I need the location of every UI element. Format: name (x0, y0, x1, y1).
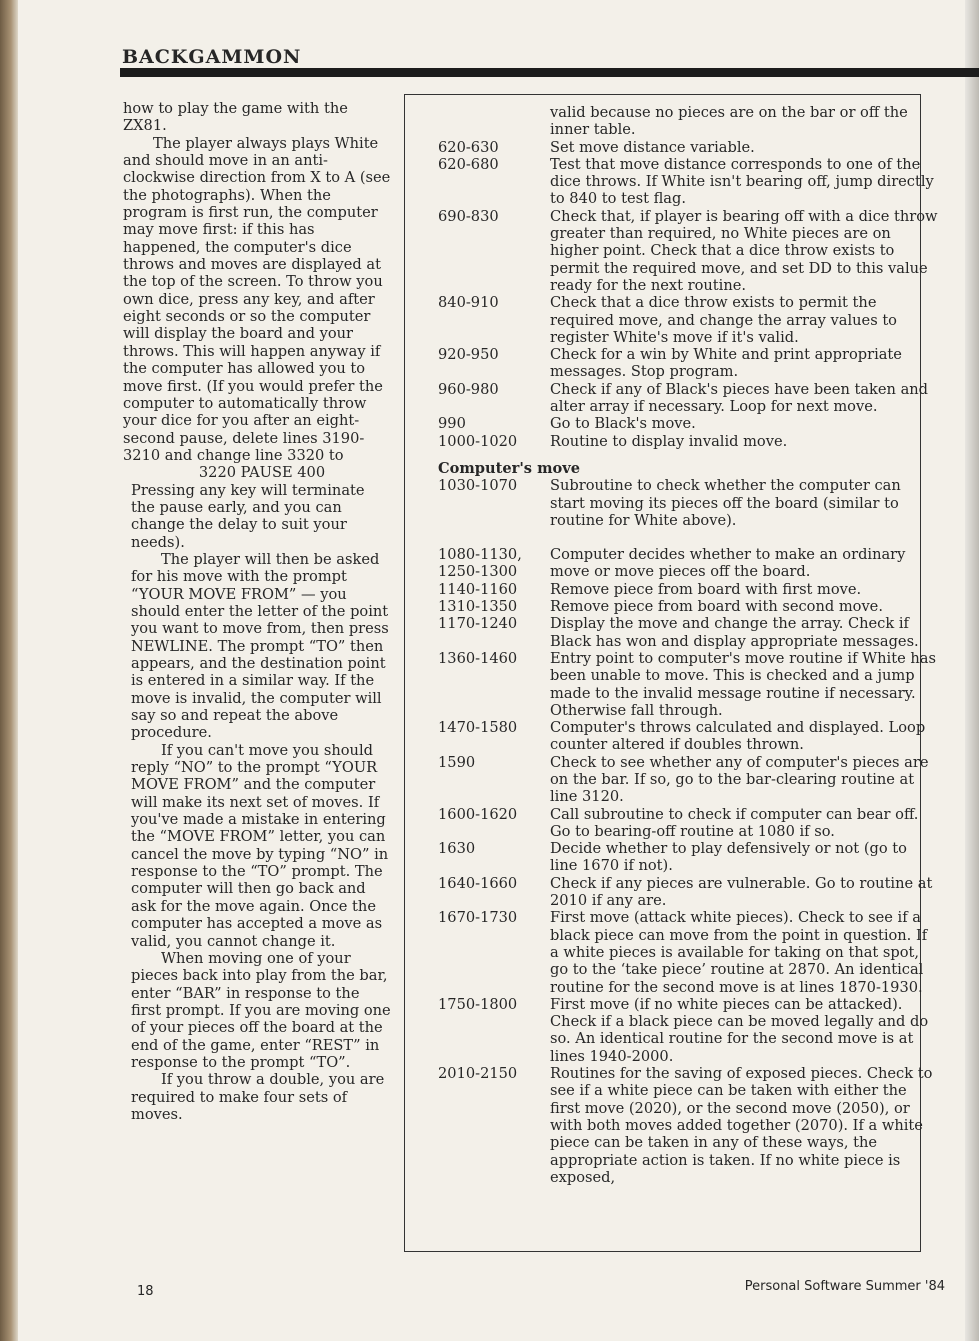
table-row (438, 156, 938, 208)
table-row (438, 1065, 938, 1186)
header-rule (120, 68, 979, 77)
line-range: 840-910 (438, 294, 499, 312)
table-row (438, 806, 938, 841)
line-range: 920-950 (438, 346, 499, 364)
paragraph: The player always plays White and should move in an anti-clockwise direction from X to A (see the photographs). When the program is first run, the computer may move first: if this has happened, the computer's dice throws and moves are displayed at the top of the screen. To throw you own dice, press any key, and after eight seconds or so the computer will display the board and your throws. This will happen anyway if the computer has allowed you to move first. (If you would prefer the computer to automatically throw your dice for you after an eight-second pause, delete lines 3190-3210 and change line 3320 to (123, 134, 391, 464)
line-range: 960-980 (438, 380, 499, 398)
line-range: 1080-1130, 1250-1300 (438, 546, 522, 581)
article-title: BACKGAMMON (122, 46, 302, 68)
magazine-footer: Personal Software Summer '84 (744, 1279, 945, 1294)
paragraph: Pressing any key will terminate the pause early, and you can change the delay to suit your needs). (131, 481, 365, 551)
routine-description: Display the move and change the array. Check if Black has won and display appropriate messages. (550, 615, 919, 650)
line-range: 1000-1020 (438, 432, 518, 450)
table-row (438, 754, 938, 806)
line-range: 1600-1620 (438, 805, 518, 823)
table-row (438, 598, 938, 615)
table-row (438, 875, 938, 910)
routine-description: Entry point to computer's move routine if White has been unable to move. This is checked and a jump made to the invalid message routine if necessary. Otherwise fall through. (550, 649, 936, 719)
paragraph: The player will then be asked for his move with the prompt “YOUR MOVE FROM” — you should enter the letter of the point you want to move from, then press NEWLINE. The prompt “TO” then appears, and the destination point is entered in a similar way. If the move is invalid, the computer will say so and repeat the above procedure. (131, 550, 389, 742)
line-range: 1750-1800 (438, 995, 518, 1013)
line-range: 1170-1240 (438, 615, 518, 633)
table-row (438, 294, 938, 346)
routine-description: Computer's throws calculated and displayed. Loop counter altered if doubles thrown. (550, 719, 926, 754)
routine-description: Remove piece from board with first move. (550, 580, 862, 598)
routine-description: Set move distance variable. (550, 138, 755, 156)
line-range: 990 (438, 415, 466, 433)
table-row (438, 581, 938, 598)
line-range: 2010-2150 (438, 1065, 518, 1083)
line-range: 1590 (438, 753, 476, 771)
routine-description: valid because no pieces are on the bar or off the inner table. (550, 104, 908, 139)
line-range: 1470-1580 (438, 719, 518, 737)
line-range: 1030-1070 (438, 477, 518, 495)
table-row (438, 840, 938, 875)
code-line: 3220 PAUSE 400 (198, 464, 326, 482)
white-move-rows (438, 104, 938, 450)
table-row (438, 650, 938, 719)
line-range: 1640-1660 (438, 874, 518, 892)
table-row (438, 208, 938, 294)
program-notes-table (438, 104, 938, 1186)
table-row (438, 615, 938, 650)
line-range: 1670-1730 (438, 909, 518, 927)
page-number: 18 (137, 1284, 154, 1299)
table-row (438, 433, 938, 450)
routine-description: Remove piece from board with second move. (550, 598, 883, 616)
line-range: 1140-1160 (438, 580, 518, 598)
routine-description: Check that a dice throw exists to permit the required move, and change the array values to register White's move if it's valid. (550, 294, 897, 346)
table-row (438, 381, 938, 416)
routine-description: Subroutine to check whether the computer can start moving its pieces off the board (similar to routine for White above). (550, 477, 901, 529)
table-row (438, 346, 938, 381)
paragraph: how to play the game with the ZX81. (123, 100, 348, 135)
routine-description: Check to see whether any of computer's pieces are on the bar. If so, go to the bar-clearing routine at line 3120. (550, 753, 929, 806)
line-range: 1310-1350 (438, 598, 518, 616)
table-row (438, 909, 938, 995)
line-range: 620-630 (438, 138, 499, 156)
table-row (438, 719, 938, 754)
line-range: 1630 (438, 840, 476, 858)
routine-description: Check if any pieces are vulnerable. Go to routine at 2010 if any are. (550, 874, 933, 910)
line-range (438, 104, 550, 139)
computer-move-rows (438, 477, 938, 1186)
table-row (438, 139, 938, 156)
indented-block (123, 482, 393, 1124)
line-range: 620-680 (438, 155, 499, 173)
routine-description: Test that move distance corresponds to one of the dice throws. If White isn't bearing off, jump directly to 840 to test flag. (550, 155, 934, 208)
routine-description: Decide whether to play defensively or not (go to line 1670 if not). (550, 840, 907, 875)
routine-description: Call subroutine to check if computer can bear off. Go to bearing-off routine at 1080 if so. (550, 805, 919, 840)
routine-description: Computer decides whether to make an ordinary move or move pieces off the board. (550, 546, 906, 581)
line-range: 1360-1460 (438, 649, 518, 667)
table-row (438, 996, 938, 1065)
table-row (438, 415, 938, 432)
line-range: 690-830 (438, 207, 499, 225)
section-title: Computer's move (438, 459, 581, 477)
routine-description: Routines for the saving of exposed pieces. Check to see if a white piece can be taken with either the first move (2020), or the second move (2050), or with both moves added together (2070). If a white piece can be taken in any of these ways, the appropriate action is taken. If no white piece is exposed, (550, 1065, 933, 1186)
routine-description: Go to Black's move. (550, 415, 696, 433)
routine-description: Check for a win by White and print appropriate messages. Stop program. (550, 346, 902, 381)
routine-description: Check if any of Black's pieces have been taken and alter array if necessary. Loop for next move. (550, 380, 929, 416)
table-row (438, 477, 938, 529)
page-edge (965, 0, 979, 1341)
routine-description: Routine to display invalid move. (550, 432, 788, 450)
paragraph: When moving one of your pieces back into play from the bar, enter “BAR” in response to the first prompt. If you are moving one of your pieces off the board at the end of the game, enter “REST” in response to the prompt “TO”. (131, 949, 391, 1071)
table-row (438, 104, 938, 139)
routine-description: First move (if no white pieces can be attacked). Check if a black piece can be moved legally and do so. An identical routine for the second move is at lines 1940-2000. (550, 995, 929, 1065)
table-row (438, 546, 938, 581)
routine-description: First move (attack white pieces). Check to see if a black piece can move from the point in question. If a white pieces is available for taking on that spot, go to the ‘take piece’ routine at 2870. An identical routine for the second move is at lines 1870-1930. (550, 909, 928, 996)
book-spine-shadow (0, 0, 18, 1341)
paragraph: If you can't move you should reply “NO” to the prompt “YOUR MOVE FROM” and the computer will make its next set of moves. If you've made a mistake in entering the “MOVE FROM” letter, you can cancel the move by typing “NO” in response to the “TO” prompt. The computer will then go back and ask for the move again. Once the computer has accepted a move as valid, you cannot change it. (131, 741, 389, 950)
article-body-column (123, 100, 393, 1123)
paragraph: If you throw a double, you are required to make four sets of moves. (131, 1071, 385, 1123)
routine-description: Check that, if player is bearing off with a dice throw greater than required, no White pieces are on higher point. Check that a dice throw exists to permit the required move, and set DD to this value ready for the next routine. (550, 207, 938, 294)
